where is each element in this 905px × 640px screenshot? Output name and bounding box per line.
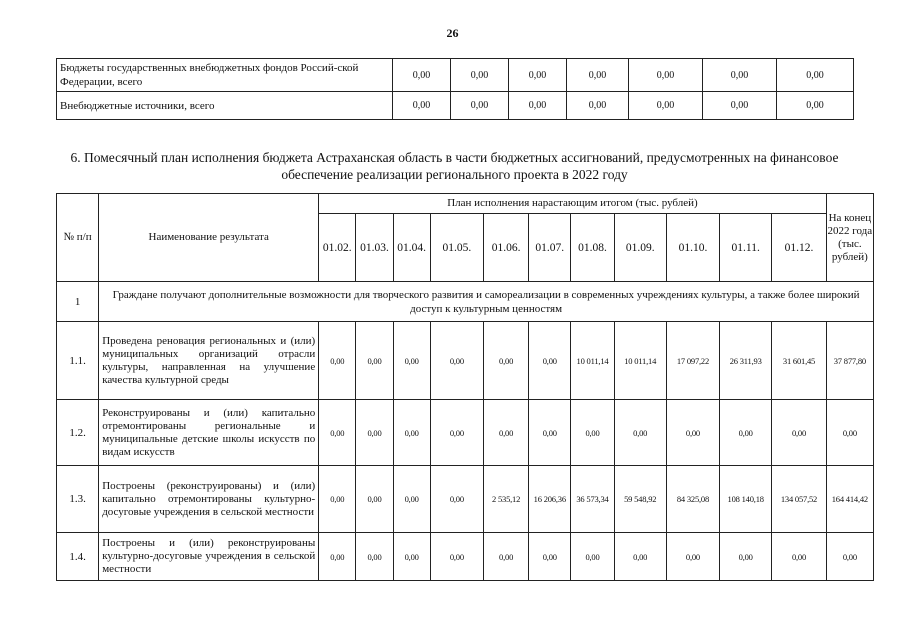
- value-cell: 0,00: [319, 533, 356, 581]
- value-cell: 0,00: [777, 59, 854, 92]
- month-header: 01.06.: [483, 214, 528, 282]
- value-cell: 0,00: [571, 400, 614, 466]
- table-row: [57, 322, 874, 400]
- value-cell: 0,00: [826, 533, 873, 581]
- value-cell: 31 601,45: [772, 322, 826, 400]
- value-cell: 0,00: [567, 59, 629, 92]
- value-cell: 134 057,52: [772, 466, 826, 533]
- value-cell: 0,00: [666, 533, 719, 581]
- value-cell: 0,00: [720, 400, 772, 466]
- value-cell: 0,00: [720, 533, 772, 581]
- value-cell: 0,00: [393, 533, 430, 581]
- value-cell: 0,00: [614, 533, 666, 581]
- row-name: Построены (реконструированы) и (или) капитально отремонтированы культурно-досуговые учреждения в сельской местности: [99, 466, 319, 533]
- value-cell: 37 877,80: [826, 322, 873, 400]
- value-cell: 0,00: [614, 400, 666, 466]
- value-cell: 0,00: [509, 92, 567, 120]
- row-name: Реконструированы и (или) капитально отремонтированы региональные и муниципальные детские школы искусств по видам искусств: [99, 400, 319, 466]
- month-header: 01.08.: [571, 214, 614, 282]
- value-cell: 2 535,12: [483, 466, 528, 533]
- value-cell: 26 311,93: [720, 322, 772, 400]
- value-cell: 16 206,36: [529, 466, 571, 533]
- value-cell: 0,00: [430, 322, 483, 400]
- month-header: 01.09.: [614, 214, 666, 282]
- value-cell: 0,00: [629, 59, 703, 92]
- row-name: Проведена реновация региональных и (или) муниципальных организаций отрасли культуры, направленная на улучшение качества культурной среды: [99, 322, 319, 400]
- page-number: 26: [446, 26, 459, 40]
- value-cell: 0,00: [430, 466, 483, 533]
- value-cell: 108 140,18: [720, 466, 772, 533]
- value-cell: 0,00: [319, 322, 356, 400]
- section-text: Граждане получают дополнительные возможности для творческого развития и самореализации в современных учреждениях культуры, а также более широкий доступ к культурным ценностям: [99, 282, 874, 322]
- month-header: 01.07.: [529, 214, 571, 282]
- value-cell: 0,00: [629, 92, 703, 120]
- budget-sources-table: [56, 58, 854, 120]
- value-cell: 0,00: [393, 322, 430, 400]
- col-header-plan: План исполнения нарастающим итогом (тыс. рублей): [319, 194, 826, 214]
- value-cell: 36 573,34: [571, 466, 614, 533]
- row-num: 1.1.: [57, 322, 99, 400]
- value-cell: 0,00: [529, 533, 571, 581]
- header-row: [57, 194, 874, 214]
- row-label: Внебюджетные источники, всего: [57, 92, 393, 120]
- value-cell: 0,00: [356, 400, 393, 466]
- table-row: [57, 533, 874, 581]
- month-header: 01.03.: [356, 214, 393, 282]
- col-header-name: Наименование результата: [99, 194, 319, 282]
- value-cell: 84 325,08: [666, 466, 719, 533]
- value-cell: 0,00: [451, 92, 509, 120]
- value-cell: 0,00: [826, 400, 873, 466]
- section-row: [57, 282, 874, 322]
- value-cell: 0,00: [356, 466, 393, 533]
- value-cell: 0,00: [356, 322, 393, 400]
- value-cell: 0,00: [356, 533, 393, 581]
- value-cell: 0,00: [703, 59, 777, 92]
- month-header: 01.02.: [319, 214, 356, 282]
- month-header: 01.10.: [666, 214, 719, 282]
- month-header: 01.05.: [430, 214, 483, 282]
- value-cell: 10 011,14: [571, 322, 614, 400]
- value-cell: 0,00: [430, 400, 483, 466]
- month-header: 01.04.: [393, 214, 430, 282]
- month-header: 01.11.: [720, 214, 772, 282]
- value-cell: 0,00: [451, 59, 509, 92]
- value-cell: 0,00: [567, 92, 629, 120]
- value-cell: 0,00: [393, 466, 430, 533]
- value-cell: 10 011,14: [614, 322, 666, 400]
- value-cell: 0,00: [393, 92, 451, 120]
- monthly-plan-table: [56, 193, 874, 581]
- row-num: 1.3.: [57, 466, 99, 533]
- value-cell: 0,00: [571, 533, 614, 581]
- value-cell: 0,00: [393, 400, 430, 466]
- row-num: 1.4.: [57, 533, 99, 581]
- value-cell: 0,00: [319, 466, 356, 533]
- value-cell: 0,00: [430, 533, 483, 581]
- value-cell: 0,00: [483, 533, 528, 581]
- value-cell: 0,00: [529, 400, 571, 466]
- value-cell: 0,00: [509, 59, 567, 92]
- value-cell: 0,00: [393, 59, 451, 92]
- value-cell: 164 414,42: [826, 466, 873, 533]
- table-row: [57, 59, 854, 92]
- col-header-end-year: На конец 2022 года (тыс. рублей): [826, 194, 873, 282]
- section-num: 1: [57, 282, 99, 322]
- table-row: [57, 92, 854, 120]
- month-header: 01.12.: [772, 214, 826, 282]
- value-cell: 0,00: [772, 400, 826, 466]
- section-title: 6. Помесячный план исполнения бюджета Астраханская область в части бюджетных ассигнований, предусмотренных на финансовое обеспечение реализации регионального проекта в 2022 году: [70, 150, 839, 182]
- row-label: Бюджеты государственных внебюджетных фондов Россий-ской Федерации, всего: [57, 59, 393, 92]
- value-cell: 59 548,92: [614, 466, 666, 533]
- value-cell: 17 097,22: [666, 322, 719, 400]
- value-cell: 0,00: [666, 400, 719, 466]
- table-row: [57, 466, 874, 533]
- value-cell: 0,00: [703, 92, 777, 120]
- value-cell: 0,00: [483, 322, 528, 400]
- value-cell: 0,00: [319, 400, 356, 466]
- value-cell: 0,00: [777, 92, 854, 120]
- value-cell: 0,00: [483, 400, 528, 466]
- value-cell: 0,00: [772, 533, 826, 581]
- table-row: [57, 400, 874, 466]
- value-cell: 0,00: [529, 322, 571, 400]
- col-header-num: № п/п: [57, 194, 99, 282]
- row-name: Построены и (или) реконструированы культурно-досуговые учреждения в сельской местности: [99, 533, 319, 581]
- row-num: 1.2.: [57, 400, 99, 466]
